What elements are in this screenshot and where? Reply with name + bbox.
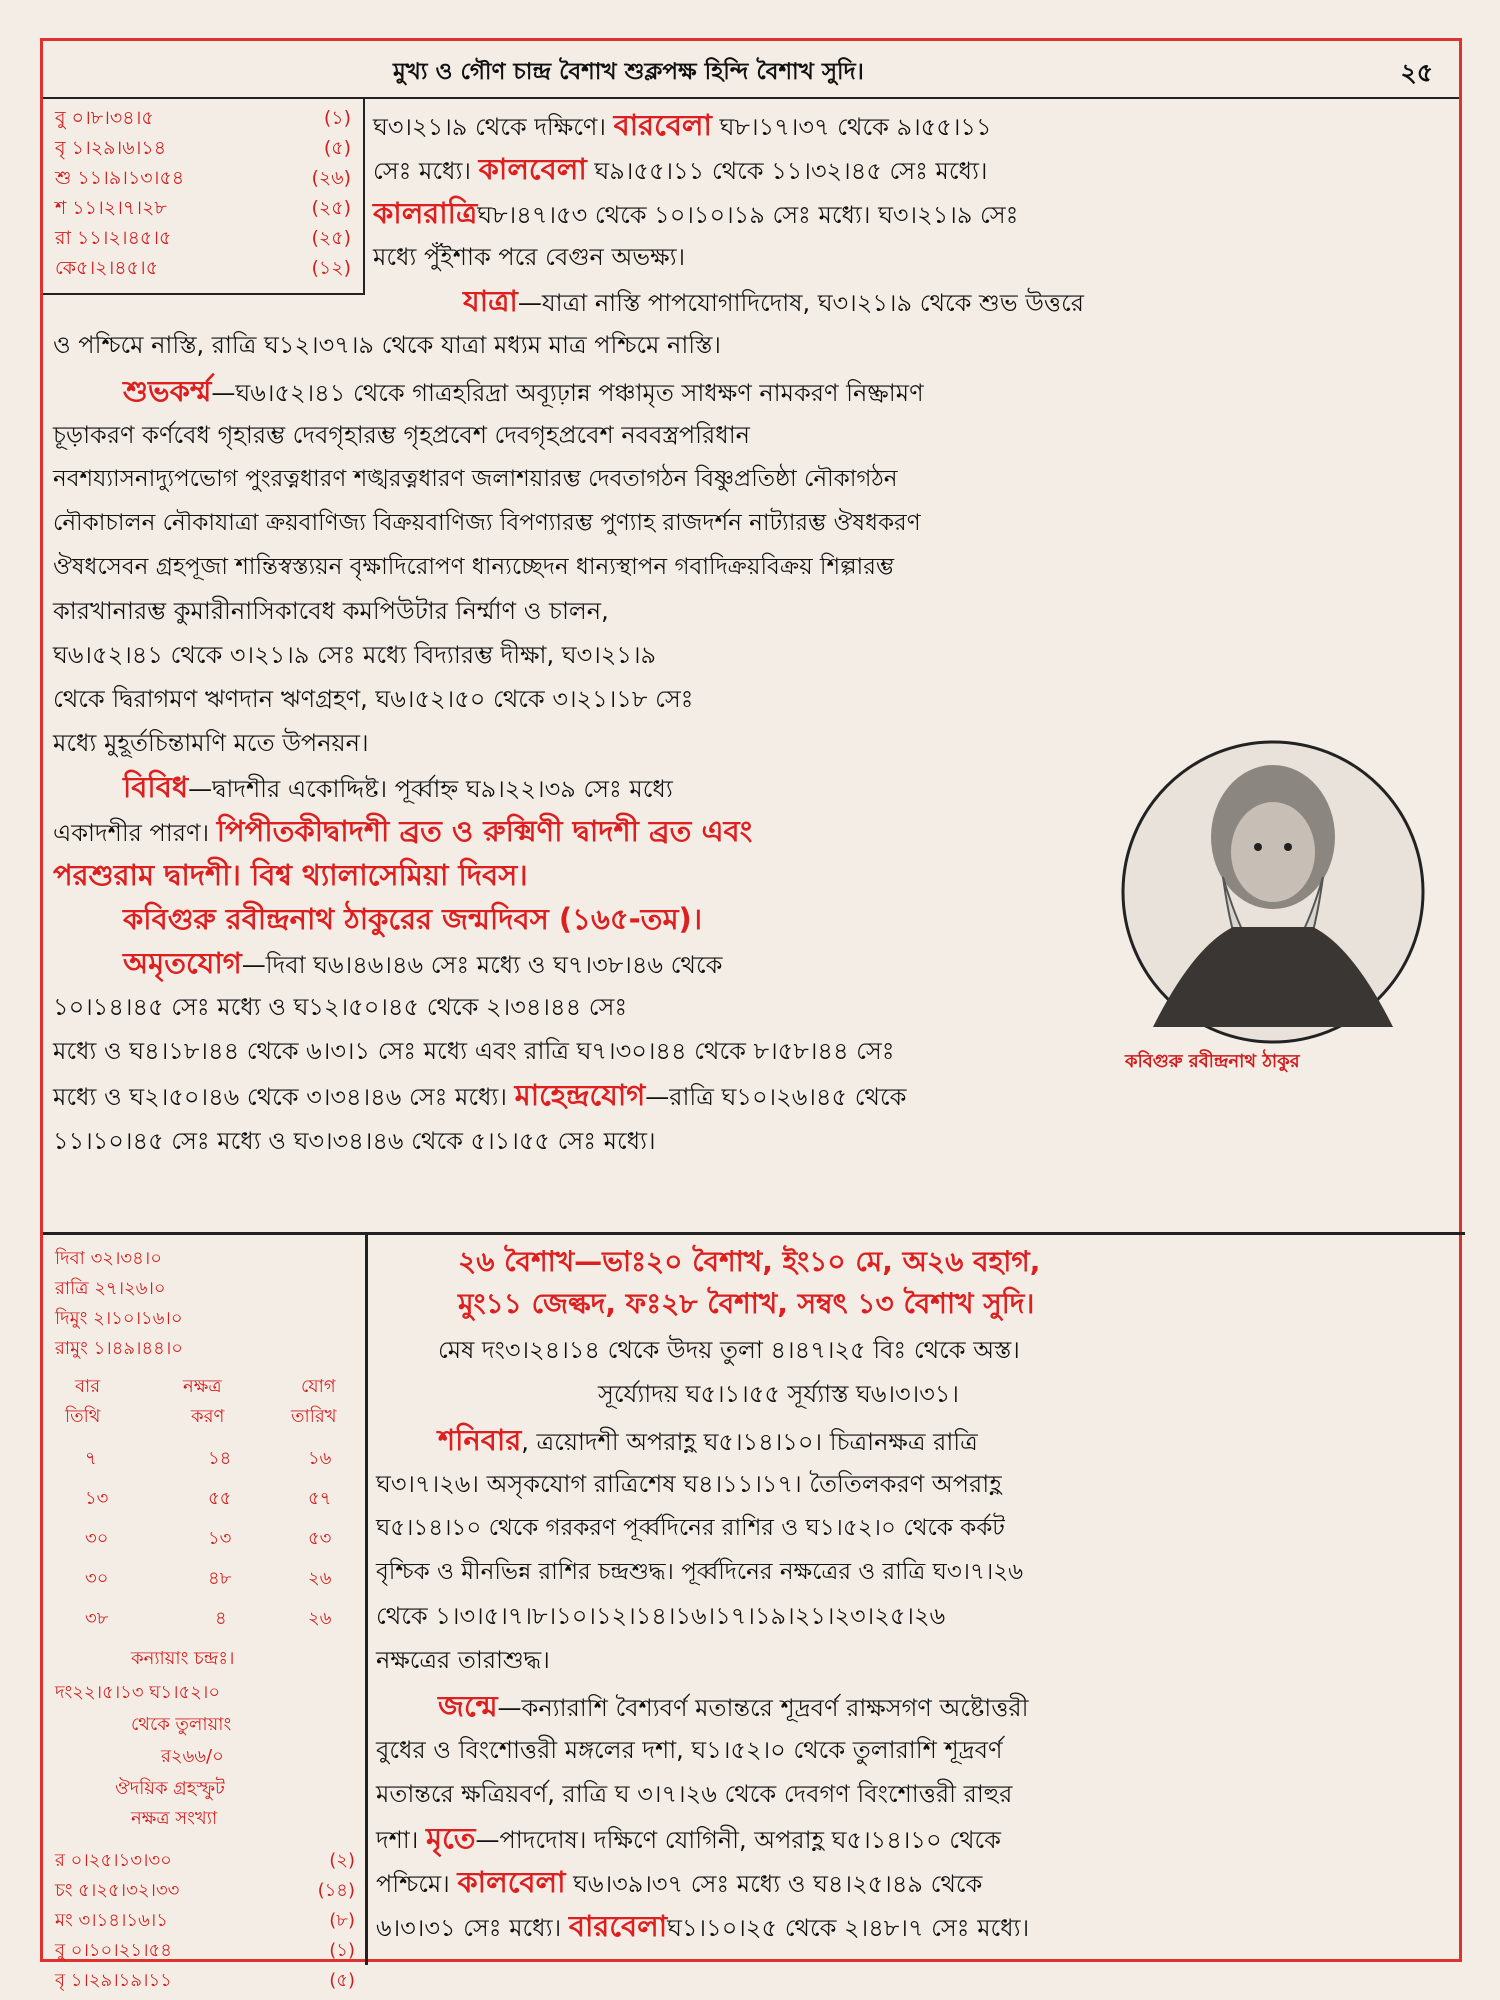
text-line: বুধের ও বিংশোত্তরী মঙ্গলের দশা, ঘ১।৫২।০ থেকে তুলারাশি শূদ্রবর্ণ: [376, 1736, 1003, 1764]
portrait-caption: কবিগুরু রবীন্দ্রনাথ ঠাকুর: [1125, 1051, 1300, 1072]
text-line: মধ্যে পুঁইশাক পরে বেগুন অভক্ষ্য।: [373, 243, 686, 271]
text-line: কারখানারম্ভ কুমারীনাসিকাবেধ কমপিউটার নির্ম্মাণ ও চালন,: [53, 597, 609, 625]
text-line: দশা। মৃতে—পাদদোষ। দক্ষিণে যোগিনী, অপরাহ্ণ ঘ৫।১৪।১০ থেকে: [376, 1821, 1001, 1855]
text-line: নক্ষত্রের তারাশুদ্ধ।: [376, 1646, 550, 1674]
table-header: তিথি: [65, 1406, 101, 1427]
text-line: চূড়াকরণ কর্ণবেধ গৃহারম্ভ দেবগৃহারম্ভ গৃহপ্রবেশ দেবগৃহপ্রবেশ নববস্ত্রপরিধান: [53, 421, 750, 449]
sidebar-line: দিমুং ২।১০।১৬।০: [55, 1308, 183, 1329]
page-frame: [40, 38, 1462, 1991]
text-line: বিবিধ—দ্বাদশীর একোদ্দিষ্ট। পূর্ব্বাহ্ন ঘ৯।২২।৩৯ সেঃ মধ্যে: [123, 770, 673, 804]
page-number: ২৫: [1400, 58, 1433, 87]
planet-position-box: [43, 97, 365, 295]
table-cell: ৩৮: [85, 1608, 109, 1629]
text-line: শনিবার, ত্রয়োদশী অপরাহ্ণ ঘ৫।১৪।১০। চিত্রানক্ষত্র রাত্রি: [438, 1423, 978, 1457]
planet-row: মং ৩।১৪।১৬।১ (৮): [55, 1910, 355, 1931]
planet-row: বু ০।৮।৩৪।৫ (১): [55, 107, 351, 129]
text-line: ঘ৫।১৪।১০ থেকে গরকরণ পূর্ব্বদিনের রাশির ও ঘ১।৫২।০ থেকে কর্কট: [376, 1515, 1005, 1541]
sidebar-line: রামুং ১।৪৯।৪৪।০: [55, 1338, 183, 1359]
sidebar-line: ঔদয়িক গ্রহস্ফুট: [115, 1778, 225, 1799]
text-line: ঘ৬।৫২।৪১ থেকে ৩।২১।৯ সেঃ মধ্যে বিদ্যারম্ভ দীক্ষা, ঘ৩।২১।৯: [53, 641, 657, 669]
sidebar-line: নক্ষত্র সংখ্যা: [131, 1808, 218, 1829]
table-header: করণ: [191, 1406, 225, 1427]
text-line: ৬।৩।৩১ সেঃ মধ্যে। বারবেলাঘ১।১০।২৫ থেকে ২।৪৮।৭ সেঃ মধ্যে।: [376, 1909, 1030, 1943]
planet-row: রা ১১।২।৪৫।৫ (২৫): [55, 227, 351, 249]
table-cell: ৩০: [85, 1568, 109, 1589]
text-line: মধ্যে মুহূর্তচিন্তামণি মতে উপনয়ন।: [53, 729, 369, 757]
day-heading: মুং১১ জেল্কদ, ফঃ২৮ বৈশাখ, সম্বৎ ১৩ বৈশাখ সুদি।: [458, 1287, 1035, 1320]
table-cell: ৫৭: [308, 1488, 332, 1509]
text-line: মতান্তরে ক্ষত্রিয়বর্ণ, রাত্রি ঘ ৩।৭।২৬ থেকে দেবগণ বিংশোত্তরী রাহুর: [376, 1780, 1013, 1808]
panchang-day-26: [368, 1232, 1465, 1965]
planet-row: বৃ ১।২৯।১৯।১১ (৫): [55, 1970, 355, 1991]
table-cell: ২৬: [308, 1568, 332, 1589]
text-line: মধ্যে ও ঘ৪।১৮।৪৪ থেকে ৬।৩।১ সেঃ মধ্যে এবং রাত্রি ঘ৭।৩০।৪৪ থেকে ৮।৫৮।৪৪ সেঃ: [53, 1037, 895, 1065]
planet-row: র ০।২৫।১৩।৩০ (২): [55, 1850, 355, 1871]
planet-row: চং ৫।২৫।৩২।৩৩ (১৪): [55, 1880, 355, 1901]
text-line: ঔষধসেবন গ্রহপূজা শান্তিস্বস্ত্যয়ন বৃক্ষাদিরোপণ ধান্যচ্ছেদন ধান্যস্থাপন গবাদিক্রয়বিক্রয় শিল্পারম্ভ: [53, 554, 895, 580]
text-line: কবিগুরু রবীন্দ্রনাথ ঠাকুরের জন্মদিবস (১৬৫-তম)।: [123, 902, 703, 936]
text-line: থেকে ১।৩।৫।৭।৮।১০।১২।১৪।১৬।১৭।১৯।২১।২৩।২৫।২৬: [376, 1602, 946, 1630]
tagore-portrait: [1093, 727, 1453, 1057]
text-line: থেকে দ্বিরাগমণ ঋণদান ঋণগ্রহণ, ঘ৬।৫২।৫০ থেকে ৩।২১।১৮ সেঃ: [53, 685, 694, 713]
table-header: তারিখ: [291, 1406, 337, 1427]
text-line: বৃশ্চিক ও মীনভিন্ন রাশির চন্দ্রশুদ্ধ। পূর্ব্বদিনের নক্ষত্রের ও রাত্রি ঘ৩।৭।২৬: [376, 1559, 1024, 1585]
text-line: নবশয্যাসনাদ্যুপভোগ পুংরত্নধারণ শঙ্খরত্নধারণ জলাশয়ারম্ভ দেবতাগঠন বিষ্ণুপ্রতিষ্ঠা নৌকাগঠন: [53, 466, 898, 492]
text-line: সূর্য্যোদয় ঘ৫।১।৫৫ সূর্য্যাস্ত ঘ৬।৩।৩১।: [598, 1380, 959, 1408]
planet-row: বৃ ১।২৯।৬।১৪ (৫): [55, 137, 351, 159]
table-cell: ১৩: [208, 1528, 232, 1549]
text-line: মধ্যে ও ঘ২।৫০।৪৬ থেকে ৩।৩৪।৪৬ সেঃ মধ্যে। মাহেন্দ্রযোগ—রাত্রি ঘ১০।২৬।৪৫ থেকে: [53, 1078, 907, 1112]
sidebar-line: কন্যায়াং চন্দ্রঃ।: [131, 1648, 235, 1669]
panchang-day-25: [43, 97, 1465, 1235]
table-cell: ৪: [215, 1608, 227, 1629]
table-header: যোগ: [301, 1376, 336, 1397]
text-line: অমৃতযোগ—দিবা ঘ৬।৪৬।৪৬ সেঃ মধ্যে ও ঘ৭।৩৮।৪৬ থেকে: [123, 946, 723, 980]
text-line: নৌকাচালন নৌকাযাত্রা ক্রয়বাণিজ্য বিক্রয়বাণিজ্য বিপণ্যারম্ভ পুণ্যাহ রাজদর্শন নাট্যারম্ভ ঔষধকরণ: [53, 510, 921, 536]
table-header: নক্ষত্র: [183, 1376, 222, 1397]
table-cell: ৪৮: [208, 1568, 232, 1589]
table-cell: ৩০: [85, 1528, 109, 1549]
day-heading: ২৬ বৈশাখ—ভাঃ২০ বৈশাখ, ইং১০ মে, অ২৬ বহাগ,: [458, 1245, 1041, 1278]
header-title: মুখ্য ও গৌণ চান্দ্র বৈশাখ শুক্লপক্ষ হিন্দি বৈশাখ সুদি।: [393, 59, 864, 85]
text-line: পরশুরাম দ্বাদশী। বিশ্ব থ্যালাসেমিয়া দিবস।: [53, 858, 528, 892]
text-line: যাত্রা—যাত্রা নাস্তি পাপযোগাদিদোষ, ঘ৩।২১।৯ থেকে শুভ উত্তরে: [463, 284, 1084, 318]
planet-row: কে৫।২।৪৫।৫ (১২): [55, 257, 351, 279]
table-cell: ১৬: [308, 1448, 332, 1469]
table-cell: ২৬: [308, 1608, 332, 1629]
table-header: বার: [75, 1376, 101, 1397]
planet-row: শ ১১।২।৭।২৮ (২৫): [55, 197, 351, 219]
text-line: ১১।১০।৪৫ সেঃ মধ্যে ও ঘ৩।৩৪।৪৬ থেকে ৫।১।৫৫ সেঃ মধ্যে।: [53, 1127, 656, 1155]
sidebar-line: র২৬৬/০: [161, 1746, 224, 1767]
text-line: একাদশীর পারণ। পিপীতকীদ্বাদশী ব্রত ও রুক্মিণী দ্বাদশী ব্রত এবং: [53, 814, 753, 848]
text-line: পশ্চিমে। কালবেলা ঘ৬।৩৯।৩৭ সেঃ মধ্যে ও ঘ৪।২৫।৪৯ থেকে: [376, 1865, 983, 1899]
planet-row: বু ০।১০।২১।৫৪ (১): [55, 1940, 355, 1961]
table-cell: ৭: [85, 1448, 97, 1469]
text-line: জন্মে—কন্যারাশি বৈশ্যবর্ণ মতান্তরে শূদ্রবর্ণ রাক্ষসগণ অষ্টোত্তরী: [438, 1689, 1029, 1723]
table-cell: ১৪: [208, 1448, 232, 1469]
text-line: শুভকর্ম্ম—ঘ৬।৫২।৪১ থেকে গাত্রহরিদ্রা অব্যূঢ়ান্ন পঞ্চামৃত সাধক্ষণ নামকরণ নিষ্ক্রামণ: [123, 374, 924, 408]
sidebar-line: দং২২।৫।১৩ ঘ১।৫২।০: [55, 1682, 221, 1703]
text-line: ও পশ্চিমে নাস্তি, রাত্রি ঘ১২।৩৭।৯ থেকে যাত্রা মধ্যম মাত্র পশ্চিমে নাস্তি।: [53, 331, 722, 359]
sidebar-day-26: [43, 1232, 368, 1991]
table-cell: ৫৫: [208, 1488, 232, 1509]
table-cell: ৫৩: [308, 1528, 332, 1549]
text-line: কালরাত্রিঘ৮।৪৭।৫৩ থেকে ১০।১০।১৯ সেঃ মধ্যে। ঘ৩।২১।৯ সেঃ: [373, 196, 1019, 230]
text-line: ঘ৩।২১।৯ থেকে দক্ষিণে। বারবেলা ঘ৮।১৭।৩৭ থেকে ৯।৫৫।১১: [373, 108, 992, 142]
planet-row: শু ১১।৯।১৩।৫৪ (২৬): [55, 167, 351, 189]
text-line: মেষ দং৩।২৪।১৪ থেকে উদয় তুলা ৪।৪৭।২৫ বিঃ থেকে অস্ত।: [438, 1336, 1020, 1364]
text-line: ১০।১৪।৪৫ সেঃ মধ্যে ও ঘ১২।৫০।৪৫ থেকে ২।৩৪।৪৪ সেঃ: [53, 993, 628, 1021]
sidebar-line: থেকে তুলায়াং: [131, 1714, 232, 1735]
page-header: [43, 41, 1459, 99]
text-line: ঘ৩।৭।২৬। অসৃকযোগ রাত্রিশেষ ঘ৪।১১।১৭। তৈতিলকরণ অপরাহ্ণ: [376, 1470, 1002, 1498]
text-line: সেঃ মধ্যে। কালবেলা ঘ৯।৫৫।১১ থেকে ১১।৩২।৪৫ সেঃ মধ্যে।: [373, 152, 988, 186]
sidebar-line: রাত্রি ২৭।২৬।০: [55, 1278, 166, 1299]
table-cell: ১৩: [85, 1488, 109, 1509]
sidebar-line: দিবা ৩২।৩৪।০: [55, 1248, 162, 1269]
